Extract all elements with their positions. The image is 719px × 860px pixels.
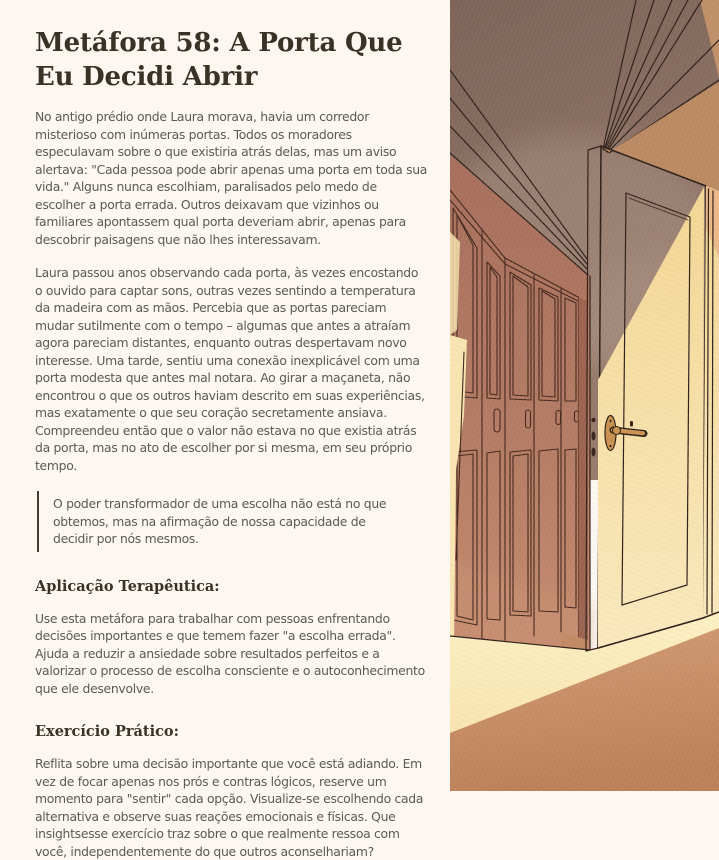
story-paragraph: Laura passou anos observando cada porta, às vezes encostando o ouvido para captar sons, outras vezes sentindo a temperatura da madeira com as mãos. Percebia que as portas pareciam mudar sutilmente com o tempo – algumas que antes a atraíam agora pareciam distantes, enquanto outras despertavam novo interesse. Uma tarde, sentiu uma conexão inexplicável com uma porta modesta que antes mal notara. Ao girar a maçaneta, não encontrou o que os outros haviam descrito em suas experiências, mas exatamente o que seu coração secretamente ansiava. Compreendeu então que o valor não estava no que existia atrás da porta, mas no ato de escolher por si mesma, em seu próprio tempo.: [35, 265, 425, 473]
corridor-illustration: [450, 0, 719, 791]
door-lock-detail: [592, 448, 596, 457]
page-title: Metáfora 58: A Porta Que Eu Decidi Abrir: [35, 28, 403, 92]
key-insight-quote: O poder transformador de uma escolha não está no que obtemos, mas na afirmação de nossa capacidade de decidir por nós mesmos.: [37, 491, 419, 552]
section-heading-exercicio-pratico: Exercício Prático:: [35, 723, 179, 740]
open-door-corridor-art: [450, 0, 719, 791]
section-body-exercicio-pratico: Reflita sobre uma decisão importante que você está adiando. Em vez de focar apenas nos prós e contras lógicos, reserve um momento para "sentir" cada opção. Visualize-se escolhendo cada alternativa e observe suas reações emocionais e físicas. Que insightsesse exercício traz sobre o que realmente ressoa com você, independentemente do que outros aconselhariam?: [35, 756, 424, 859]
section-heading-aplicacao-terapeutica: Aplicação Terapêutica:: [35, 577, 220, 595]
door-lock-detail: [591, 418, 595, 422]
section-body-aplicacao-terapeutica: Use esta metáfora para trabalhar com pessoas enfrentando decisões importantes e que temem fazer "a escolha errada". Ajuda a reduzir a ansiedade sobre resultados perfeitos e a valorizar o processo de escolha consciente e o autoconhecimento que ele desenvolve.: [35, 610, 425, 696]
keyhole: [630, 421, 633, 427]
intro-paragraph: No antigo prédio onde Laura morava, havia um corredor misterioso com inúmeras portas. Todos os moradores especulavam sobre o que existiria atrás delas, mas um aviso alertava: "Cada pessoa pode abrir apenas uma porta em toda sua vida." Alguns nunca escolhiam, paralisados pelo medo de escolher a porta errada. Outros deixavam que vizinhos ou familiares apontassem qual porta deveriam abrir, apenas para descobrir paisagens que não lhes interessavam.: [35, 109, 428, 247]
door-lock-detail: [592, 432, 596, 441]
